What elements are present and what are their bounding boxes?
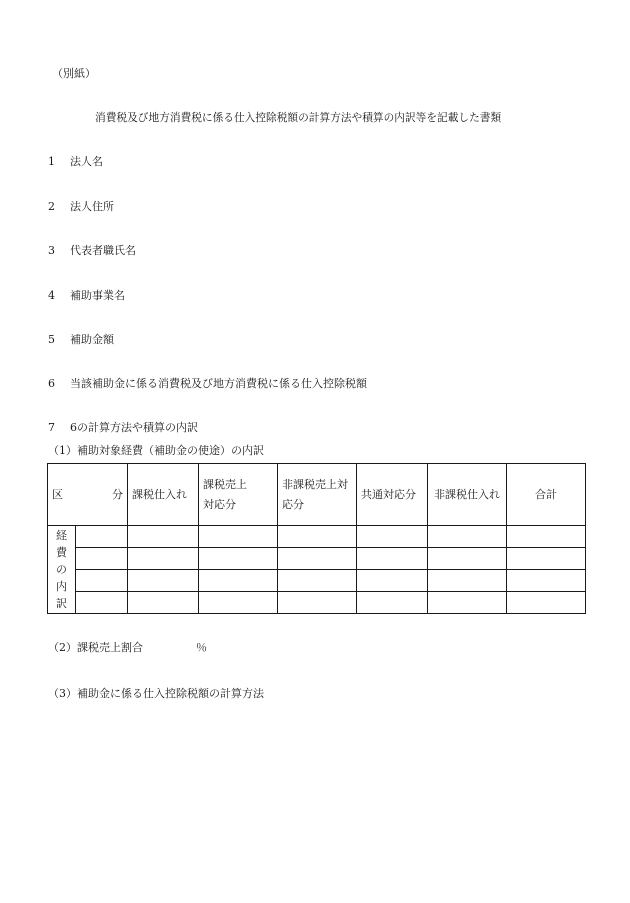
- item-2: [48, 200, 114, 214]
- table-cell[interactable]: [199, 592, 278, 614]
- section-2: [48, 641, 207, 655]
- header-kyotsu: 共通対応分: [357, 464, 428, 526]
- item-label: 法人住所: [70, 200, 114, 213]
- item-4: [48, 289, 125, 303]
- side-label-char: 内: [56, 580, 67, 593]
- section-1-label: （1）補助対象経費（補助金の使途）の内訳: [48, 444, 264, 457]
- table-cell[interactable]: [428, 548, 507, 570]
- table-cell[interactable]: [76, 592, 128, 614]
- table-cell[interactable]: [278, 526, 357, 548]
- header-kazei-uriage: [199, 464, 278, 526]
- table-cell[interactable]: [278, 592, 357, 614]
- header-hikazei-uriage-line2: 応分: [282, 497, 304, 511]
- table-cell[interactable]: [357, 592, 428, 614]
- side-label-char: 訳: [56, 597, 67, 610]
- table-cell[interactable]: [507, 548, 586, 570]
- table-row: [48, 526, 586, 548]
- header-kubun-left: 区: [52, 487, 63, 501]
- item-number: 3: [48, 244, 55, 257]
- table-row: [48, 548, 586, 570]
- item-number: 2: [48, 200, 55, 213]
- table-row: [48, 592, 586, 614]
- section-2-unit: ％: [196, 641, 207, 654]
- header-kazei-uriage-line1: 課税売上: [203, 477, 247, 491]
- table-header-row: [48, 464, 586, 526]
- side-label-char: 経: [56, 529, 67, 542]
- item-number: 4: [48, 289, 55, 302]
- item-3: [48, 244, 136, 258]
- item-number: 1: [48, 155, 55, 168]
- header-kazei-uriage-line2: 対応分: [203, 497, 236, 511]
- item-label: 6の計算方法や積算の内訳: [70, 421, 198, 434]
- item-number: 6: [48, 377, 55, 390]
- item-7: [48, 421, 198, 435]
- table-cell[interactable]: [428, 570, 507, 592]
- header-kubun: [48, 464, 128, 526]
- item-label: 当該補助金に係る消費税及び地方消費税に係る仕入控除税額: [70, 377, 367, 390]
- table-cell[interactable]: [76, 570, 128, 592]
- table-cell[interactable]: [357, 548, 428, 570]
- item-label: 補助事業名: [70, 289, 125, 302]
- attachment-label: （別紙）: [52, 67, 96, 80]
- table-row: [48, 570, 586, 592]
- side-label-char: 費: [56, 546, 67, 559]
- expense-breakdown-table: [47, 463, 586, 614]
- section-2-label: （2）課税売上割合: [48, 641, 143, 654]
- table-cell[interactable]: [128, 526, 199, 548]
- table-cell[interactable]: [278, 570, 357, 592]
- header-kazei-shiire: 課税仕入れ: [128, 464, 199, 526]
- header-total: 合計: [507, 464, 586, 526]
- table-cell[interactable]: [199, 548, 278, 570]
- table-cell[interactable]: [199, 526, 278, 548]
- table-cell[interactable]: [128, 548, 199, 570]
- header-hikazei-uriage: [278, 464, 357, 526]
- table-cell[interactable]: [128, 570, 199, 592]
- table-cell[interactable]: [428, 526, 507, 548]
- section-3-label: （3）補助金に係る仕入控除税額の計算方法: [48, 687, 264, 700]
- item-label: 補助金額: [70, 333, 114, 346]
- table-cell[interactable]: [199, 570, 278, 592]
- side-label-char: の: [56, 563, 67, 576]
- header-hikazei-shiire: 非課税仕入れ: [428, 464, 507, 526]
- header-kubun-right: 分: [112, 487, 123, 501]
- table-cell[interactable]: [128, 592, 199, 614]
- document-title: 消費税及び地方消費税に係る仕入控除税額の計算方法や積算の内訳等を記載した書類: [95, 111, 502, 124]
- item-6: [48, 377, 367, 391]
- table-cell[interactable]: [76, 526, 128, 548]
- side-label-expense-breakdown: [48, 526, 76, 614]
- table-cell[interactable]: [357, 570, 428, 592]
- table-cell[interactable]: [76, 548, 128, 570]
- item-label: 代表者職氏名: [70, 244, 136, 257]
- table-cell[interactable]: [357, 526, 428, 548]
- item-number: 5: [48, 333, 55, 346]
- table-cell[interactable]: [507, 570, 586, 592]
- item-5: [48, 333, 114, 347]
- table-cell[interactable]: [507, 592, 586, 614]
- header-hikazei-uriage-line1: 非課税売上対: [282, 477, 348, 491]
- item-label: 法人名: [70, 155, 103, 168]
- item-number: 7: [48, 421, 55, 434]
- table-cell[interactable]: [278, 548, 357, 570]
- item-1: [48, 155, 103, 169]
- table-cell[interactable]: [428, 592, 507, 614]
- table-cell[interactable]: [507, 526, 586, 548]
